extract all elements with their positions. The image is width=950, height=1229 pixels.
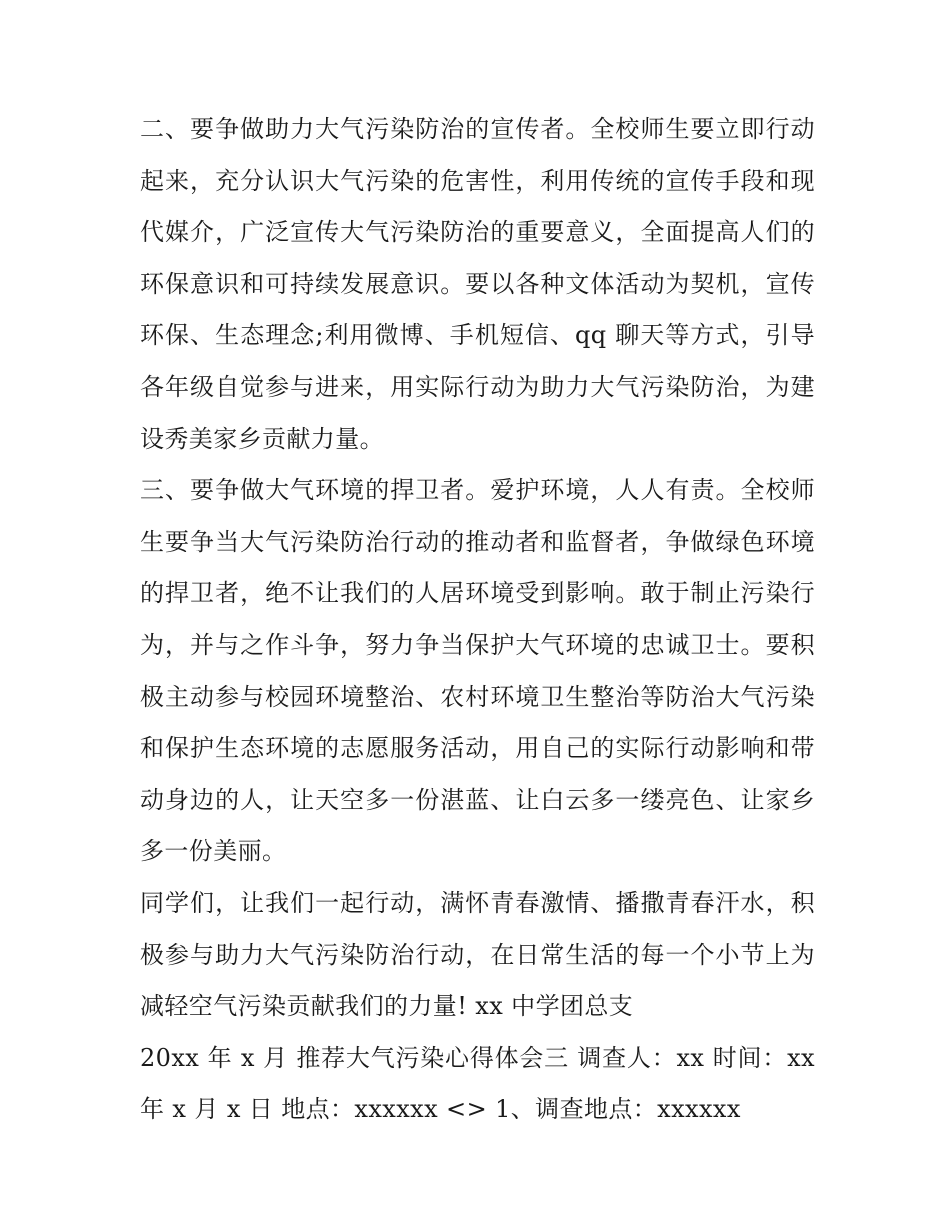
paragraph-defender: 三、要争做大气环境的捍卫者。爱护环境，人人有责。全校师生要争当大气污染防治行动的推动者和监督者，争做绿色环境的捍卫者，绝不让我们的人居环境受到影响。敢于制止污染行为，并与之作斗争，努力争当保护大气环境的忠诚卫士。要积极主动参与校园环境整治、农村环境卫生整治等防治大气污染和保护生态环境的志愿服务活动，用自己的实际行动影响和带动身边的人，让天空多一份湛蓝、让白云多一缕亮色、让家乡多一份美丽。 [140,476,815,866]
paragraph-survey-header: 20xx 年 x 月 推荐大气污染心得体会三 调查人：xx 时间：xx 年 x 月 x 日 地点：xxxxxx <> 1、调查地点：xxxxxx [140,1043,815,1124]
paragraph-propagandist: 二、要争做助力大气污染防治的宣传者。全校师生要立即行动起来，充分认识大气污染的危害性，利用传统的宣传手段和现代媒介，广泛宣传大气污染防治的重要意义，全面提高人们的环保意识和可持续发展意识。要以各种文体活动为契机，宣传环保、生态理念;利用微博、手机短信、qq 聊天等方式，引导各年级自觉参与进来，用实际行动为助力大气污染防治，为建设秀美家乡贡献力量。 [140,115,815,453]
document-body [140,104,815,1136]
paragraph-call-to-action: 同学们，让我们一起行动，满怀青春激情、播撒青春汗水，积极参与助力大气污染防治行动，在日常生活的每一个小节上为减轻空气污染贡献我们的力量! xx 中学团总支 [140,888,815,1021]
